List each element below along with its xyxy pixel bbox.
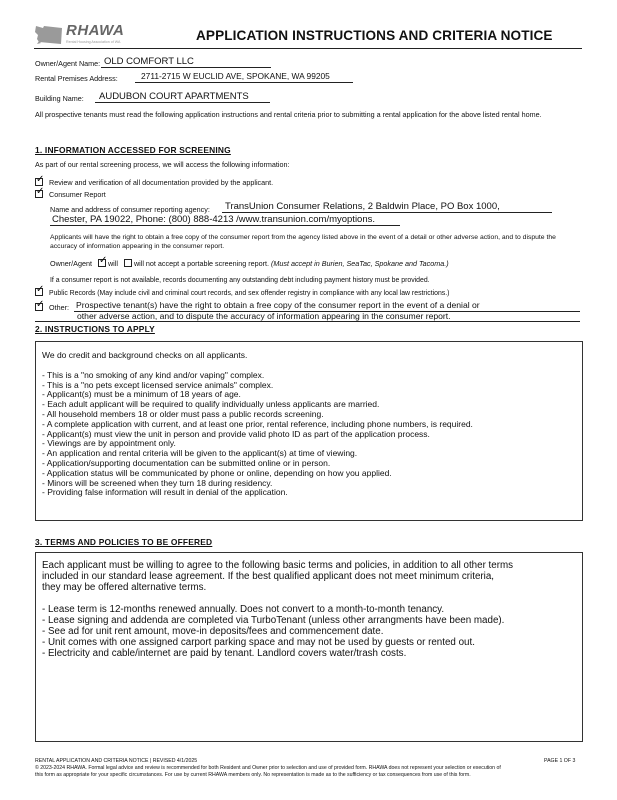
agency-line1[interactable] xyxy=(222,201,552,213)
terms-body: - Lease term is 12-months renewed annually. Does not convert to a month-to-month tenancy. - Lease signing and addenda are completed via TurboTenant (unless other arrangments have been made). - See ad for unit rent amount, move-in deposits/fees and commencement date. - Unit comes with one assigned carport parking space and may not be used by guests or rented out. - Electricity and cable/internet are paid by tenant. Landlord covers water/trash costs. xyxy=(42,604,505,659)
owner-field[interactable] xyxy=(101,56,271,68)
address-label: Rental Premises Address: xyxy=(35,74,118,83)
logo-subtext: Rental Housing Association of WA xyxy=(66,40,121,44)
address-field[interactable] xyxy=(135,71,353,83)
footer-legal-2: this form as appropriate for your specific circumstances. For use by current RHAWA members only. No representation is made as to the sufficiency or tax consequences from use of this form. xyxy=(35,772,471,778)
review-label: Review and verification of all documentation provided by the applicant. xyxy=(49,178,274,187)
logo xyxy=(34,22,138,50)
consumer-label: Consumer Report xyxy=(49,190,106,199)
review-item xyxy=(35,178,273,187)
building-value: AUDUBON COURT APARTMENTS xyxy=(99,91,249,102)
building-label: Building Name: xyxy=(35,94,84,103)
portable-row xyxy=(50,259,449,268)
terms-box[interactable] xyxy=(35,552,583,742)
will-label: will xyxy=(107,259,118,268)
rights-text: Applicants will have the right to obtain a free copy of the consumer report from the agency listed above in the event of a detail or other adverse action, and to dispute the accuracy of information appearing in the consumer report. xyxy=(50,234,556,250)
consumer-item xyxy=(35,190,106,199)
section3-title: 3. TERMS AND POLICIES TO BE OFFERED xyxy=(35,537,213,547)
instructions-box[interactable] xyxy=(35,341,583,521)
footer-legal-1: © 2023-2024 RHAWA. Formal legal advice and review is recommended for both Resident and Owner prior to selection and use of provided form. RHAWA does not represent your selection or execution of xyxy=(35,765,501,771)
section2-title: 2. INSTRUCTIONS TO APPLY xyxy=(35,324,155,334)
owner-value: OLD COMFORT LLC xyxy=(104,56,194,67)
review-checkbox[interactable] xyxy=(35,178,43,186)
page-title: APPLICATION INSTRUCTIONS AND CRITERIA NOTICE xyxy=(196,28,553,43)
intro-text: All prospective tenants must read the following application instructions and rental criteria prior to submitting a rental application for the above listed rental home. xyxy=(35,110,542,119)
public-records-item xyxy=(35,288,583,298)
address-value: 2711-2715 W EUCLID AVE, SPOKANE, WA 99205 xyxy=(141,71,330,81)
building-field[interactable] xyxy=(95,91,270,103)
other-checkbox[interactable] xyxy=(35,303,43,311)
will-not-checkbox[interactable] xyxy=(124,259,132,267)
instructions-body: - This is a "no smoking of any kind and/or vaping" complex. - This is a "no pets except licensed service animals" complex. - Applicant(s) must be a minimum of 18 years of age. - Each adult applicant will be required to qualify individually unless applicants are married. - All household members 18 or older must pass a public records screening. - A complete application with current, and at least one prior, rental reference, including phone numbers, is required. - Applicant(s) must view the unit in person and provide valid photo ID as part of the application process. - Viewings are by appointment only. - An application and rental criteria will be given to the applicant(s) at time of viewing. - Application/supporting documentation can be submitted online or in person. - Application status will be communicated by phone or online, depending on how you applied. - Minors will be screened when they turn 18 during residency. - Providing false information will result in denial of the application. xyxy=(42,369,473,498)
owner-label: Owner/Agent Name: xyxy=(35,59,101,68)
will-not-note: (Must accept in Burien, SeaTac, Spokane and Tacoma.) xyxy=(270,259,449,268)
section1-lead: As part of our rental screening process, we will access the following information: xyxy=(35,160,290,169)
other-line2[interactable] xyxy=(35,311,580,322)
not-available-text: If a consumer report is not available, records documenting any outstanding debt including payment history must be provided. xyxy=(50,277,430,284)
agency-line2-text: Chester, PA 19022, Phone: (800) 888-4213 /www.transunion.com/myoptions. xyxy=(52,214,376,225)
agency-label: Name and address of consumer reporting agency: xyxy=(50,205,210,214)
public-records-checkbox[interactable] xyxy=(35,288,43,296)
owner-agent-label: Owner/Agent xyxy=(50,259,92,268)
instructions-lead: We do credit and background checks on all applicants. xyxy=(42,350,248,360)
will-checkbox[interactable] xyxy=(98,259,106,267)
header-rule xyxy=(34,48,582,49)
other-line2-text: other adverse action, and to dispute the accuracy of information appearing in the consumer report. xyxy=(77,311,451,321)
agency-line1-text: TransUnion Consumer Relations, 2 Baldwin Place, PO Box 1000, xyxy=(225,201,500,212)
terms-lead: Each applicant must be willing to agree to the following basic terms and policies, in addition to all other terms included in our standard lease agreement. If the best qualified applicant does not meet minimum criteria, they may be offered alternative terms. xyxy=(42,560,514,593)
logo-text: RHAWA xyxy=(66,22,125,39)
washington-state-icon xyxy=(34,24,64,46)
agency-line2[interactable] xyxy=(50,214,400,226)
footer-form-name: RENTAL APPLICATION AND CRITERIA NOTICE | REVISED 4/1/2025 xyxy=(35,758,198,764)
public-records-label: Public Records (May include civil and criminal court records, and sex offender registry in compliance with any local law restrictions.) xyxy=(49,290,450,297)
other-line1-text: Prospective tenant(s) have the right to obtain a free copy of the consumer report in the event of a denial or xyxy=(76,300,480,310)
other-label: Other: xyxy=(49,303,69,312)
footer-page-number: PAGE 1 OF 3 xyxy=(544,758,576,764)
will-not-text: will not accept a portable screening report. xyxy=(133,259,269,268)
consumer-checkbox[interactable] xyxy=(35,190,43,198)
section1-title: 1. INFORMATION ACCESSED FOR SCREENING xyxy=(35,145,231,155)
